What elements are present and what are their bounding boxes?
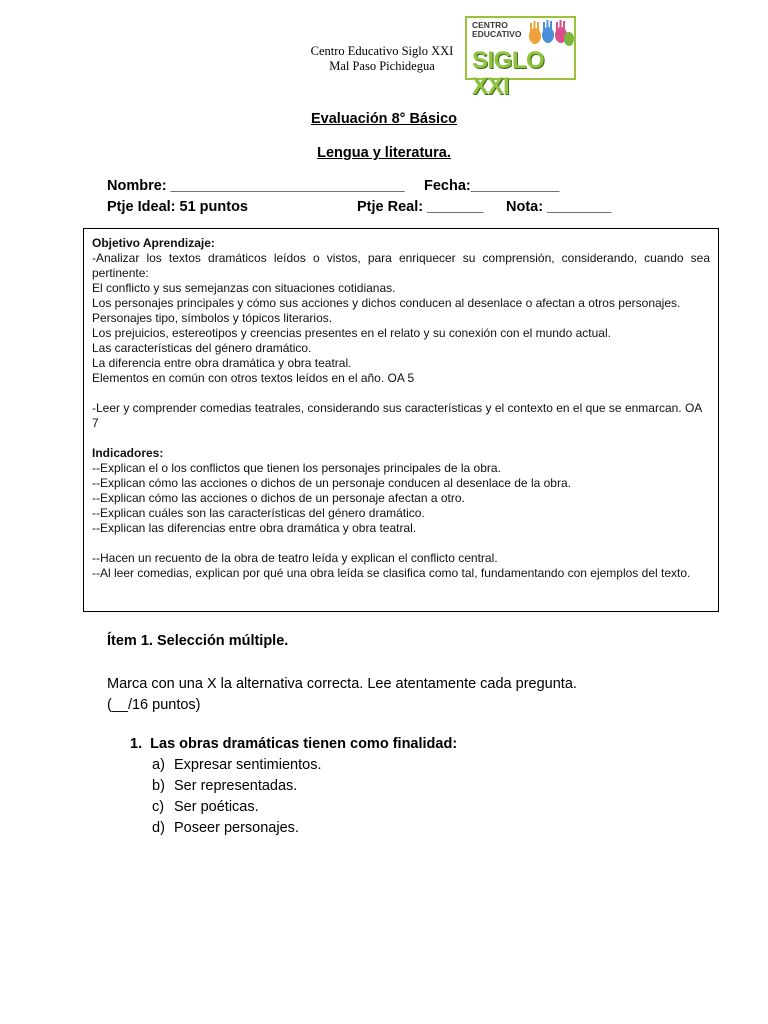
points-text: (__/16 puntos) xyxy=(107,697,201,713)
instruction-text: Marca con una X la alternativa correcta. Lee atentamente cada pregunta. xyxy=(107,676,577,692)
option-label: c) xyxy=(152,799,165,815)
item-1-title: Ítem 1. Selección múltiple. xyxy=(107,633,289,649)
school-line-1: Centro Educativo Siglo XXI xyxy=(310,44,454,58)
date-field: Fecha:___________ xyxy=(424,178,560,194)
indicator-line: --Explican las diferencias entre obra dramática y obra teatral. xyxy=(92,521,417,535)
objective-line: Los personajes principales y cómo sus acciones y dichos conducen al desenlace o afectan a otros personajes. xyxy=(92,296,681,310)
objective-oa7: -Leer y comprender comedias teatrales, considerando sus características y el contexto en el que se enmarcan. OA 7 xyxy=(92,401,702,430)
question-1-options xyxy=(152,755,321,839)
option-label: d) xyxy=(152,820,165,836)
objectives-box xyxy=(83,228,719,612)
objective-line: Los prejuicios, estereotipos y creencias presentes en el relato y su conexión con el mundo actual. xyxy=(92,326,611,340)
objective-line: Las características del género dramático. xyxy=(92,341,312,355)
indicator-line: --Explican cómo las acciones o dichos de un personaje afectan a otro. xyxy=(92,491,465,505)
real-score-field: Ptje Real: _______ xyxy=(357,199,484,215)
indicator-line: --Explican cómo las acciones o dichos de un personaje conducen al desenlace de la obra. xyxy=(92,476,571,490)
question-1: 1. Las obras dramáticas tienen como finalidad: xyxy=(130,736,458,752)
school-name xyxy=(292,44,472,74)
objective-line: Elementos en común con otros textos leídos en el año. OA 5 xyxy=(92,371,415,385)
option-text: Ser poéticas. xyxy=(174,799,259,815)
logo-top-text xyxy=(472,21,521,39)
option-label: a) xyxy=(152,757,165,773)
grade-field: Nota: ________ xyxy=(506,199,612,215)
school-logo xyxy=(465,16,576,100)
indicator-line: --Explican el o los conflictos que tienen los personajes principales de la obra. xyxy=(92,461,501,475)
option-b[interactable] xyxy=(152,776,321,797)
logo-top-line-2: EDUCATIVO xyxy=(472,29,522,39)
subject-title: Lengua y literatura. xyxy=(317,145,451,161)
indicator-line: --Al leer comedias, explican por qué una obra leída se clasifica como tal, fundamentando con ejemplos del texto. xyxy=(92,566,691,580)
objective-line: La diferencia entre obra dramática y obra teatral. xyxy=(92,356,352,370)
option-a[interactable] xyxy=(152,755,321,776)
indicator-line: --Hacen un recuento de la obra de teatro leída y explican el conflicto central. xyxy=(92,551,498,565)
option-text: Expresar sentimientos. xyxy=(174,757,322,773)
objective-line: El conflicto y sus semejanzas con situaciones cotidianas. xyxy=(92,281,396,295)
objective-line: Personajes tipo, símbolos y tópicos literarios. xyxy=(92,311,333,325)
option-text: Poseer personajes. xyxy=(174,820,299,836)
objective-line: -Analizar los textos dramáticos leídos o vistos, para enriquecer su comprensión, considerando, cuando sea pertinente: xyxy=(92,251,710,280)
option-d[interactable] xyxy=(152,818,321,839)
option-label: b) xyxy=(152,778,165,794)
school-line-2: Mal Paso Pichidegua xyxy=(329,59,435,73)
option-c[interactable] xyxy=(152,797,321,818)
indicators-heading: Indicadores: xyxy=(92,446,164,460)
logo-top-line-1: CENTRO xyxy=(472,20,508,30)
option-text: Ser representadas. xyxy=(174,778,298,794)
logo-main-text: SIGLO XXI xyxy=(472,47,545,100)
name-field: Nombre: _____________________________ xyxy=(107,178,405,194)
hands-icon xyxy=(527,20,575,48)
item-1-instructions xyxy=(107,674,667,716)
indicator-line: --Explican cuáles son las características del género dramático. xyxy=(92,506,425,520)
page-title: Evaluación 8° Básico xyxy=(310,111,458,127)
objectives-heading: Objetivo Aprendizaje: xyxy=(92,236,215,250)
ideal-score: Ptje Ideal: 51 puntos xyxy=(107,199,248,215)
